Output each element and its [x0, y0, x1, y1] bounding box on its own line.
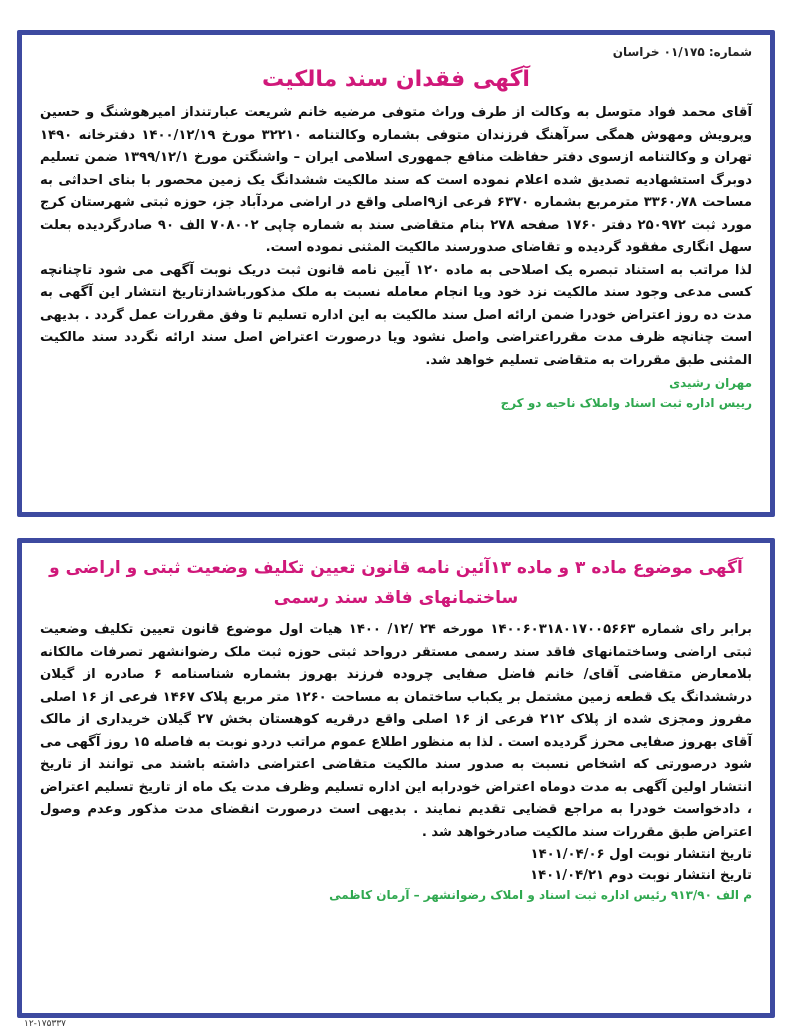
signer-name: مهران رشیدی: [669, 376, 752, 390]
notice-number: شماره: ۰۱/۱۷۵ خراسان: [612, 45, 752, 59]
notice-title: آگهی موضوع ماده ۳ و ماده ۱۳آئین نامه قانون تعیین تکلیف وضعیت ثبتی و اراضی و ساختمانهای فاقد سند رسمی: [49, 558, 743, 608]
signer-title: رییس اداره ثبت اسناد واملاک ناحیه دو کرج: [500, 396, 752, 410]
notice-paragraph: برابر رای شماره ۱۴۰۰۶۰۳۱۸۰۱۷۰۰۵۶۶۳ مورخه ۲۴ /۱۲/ ۱۴۰۰ هیات اول موضوع قانون تعیین تکلیف وضعیت ثبتی اراضی وساختمانهای فاقد سند رسمی مستقر درواحد ثبتی حوزه ثبت ملک رضوانشهر تصرفات مالکانه بلامعارض متقاضی آقای/ خانم فاضل صفایی چروده فرزند بهروز بشماره شناسنامه ۶ صادره از گیلان درششدانگ یک قطعه زمین مشتمل بر یکباب ساختمان به مساحت ۱۲۶۰ متر مربع پلاک ۱۴۶۷ فرعی از ۱۶ اصلی مفروز ومجزی شده از پلاک ۲۱۲ فرعی از ۱۶ اصلی واقع درقریه کوهستان بخش ۲۷ گیلان خریداری از مالک آقای بهروز صفایی محرز گردیده است . لذا به منظور اطلاع عموم مراتب دردو نوبت به فاصله ۱۵ روز آگهی می شود درصورتی که اشخاص نسبت به صدور سند مالکیت متقاضی اعتراضی داشته باشند می توانند از تاریخ انتشار اولین آگهی به مدت دوماه اعتراض خودرابه این اداره تسلیم وظرف مدت یک ماه از تاریخ تسلیم اعتراض ، دادخواست خودرا به مراجع قضایی تقدیم نمایند . بدیهی است درصورت انقضای مدت مذکور وعدم وصول اعتراض طبق مقررات سند مالکیت صادرخواهد شد .: [40, 622, 753, 840]
lost-deed-notice: [17, 30, 775, 517]
notice-paragraph-2: لذا مراتب به استناد تبصره یک اصلاحی به ماده ۱۲۰ آیین نامه قانون ثبت دریک نوبت آگهی می شود تاچنانچه کسی مدعی وجود سند مالکیت نزد خود ویا انجام معامله نسبت به ملک مذکورباشدازتاریخ انتشار این آگهی به مدت ده روز اعتراض خودرا ضمن ارائه اصل سند مالکیت به این اداره تسلیم تا وفق مقررات عمل گردد . بدیهی است چنانچه ظرف مدت مقرراعتراضی واصل نشود ویا درصورت اعتراض اصل سند ارائه نگردد سند مالکیت المثنی طبق مقررات به متقاضی تسلیم خواهد شد.: [40, 262, 752, 368]
page-code: ۱۲-۱۷۵۳۳۷: [24, 1019, 66, 1029]
notice-paragraph-1: آقای محمد فواد متوسل به وکالت از طرف وراث متوفی مرضیه خانم شریعت عبارتنداز امیرهوشنگ و حسین وپرویش ومهوش همگی سرآهنگ فرزندان متوفی بشماره وکالتنامه ۳۲۲۱۰ مورخ ۱۴۰۰/۱۲/۱۹ دفترخانه ۱۴۹۰ تهران و وکالتنامه ازسوی دفتر حفاظت منافع جمهوری اسلامی ایران – واشنگتن مورخ ۱۳۹۹/۱۲/۱ ضمن تسلیم دوبرگ استشهادیه تصدیق شده اعلام نموده است که سند مالکیت ششدانگ یک زمین محصور با بنای احداثی به مساحت ۳۳۶۰٫۷۸ مترمربع بشماره ۶۳۷۰ فرعی از۹اصلی واقع در اراضی مردآباد جز، حوزه ثبتی شهرستان کرج مورد ثبت ۲۵۰۹۷۲ دفتر ۱۷۶۰ صفحه ۲۷۸ بنام متقاضی سند به شماره چاپی ۷۰۸۰۰۲ الف ۹۰ صادرگردیده بعلت سهل انگاری مفقود گردیده و تقاضای صدورسند مالکیت المثنی نموده است.: [40, 105, 753, 255]
notice-title: آگهی فقدان سند مالکیت: [262, 67, 530, 92]
publication-date-2: تاریخ انتشار نوبت دوم ۱۴۰۱/۰۴/۲۱: [530, 868, 752, 883]
notice-signature: م الف ۹۱۳/۹۰ رئیس اداره ثبت اسناد و املاک رضوانشهر – آرمان کاظمی: [329, 888, 752, 902]
land-registration-notice: [17, 538, 775, 1018]
publication-date-1: تاریخ انتشار نوبت اول ۱۴۰۱/۰۴/۰۶: [530, 847, 752, 862]
